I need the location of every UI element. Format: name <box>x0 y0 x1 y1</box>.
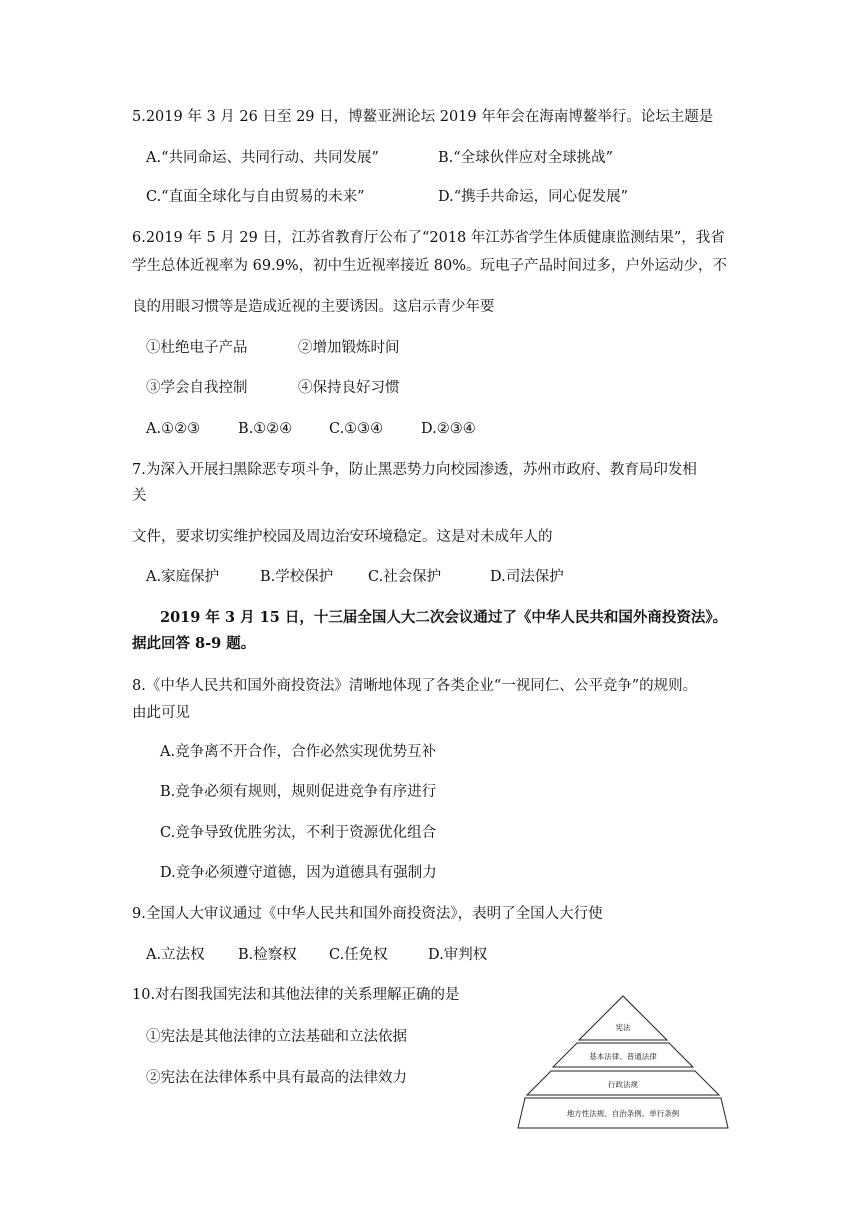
q8-stem-line-2: 由此可见 <box>132 705 190 721</box>
q7-option-b: B.学校保护 <box>260 569 334 585</box>
q6-stem-line-1: 6.2019 年 5 月 29 日，江苏省教育厅公布了“2018 年江苏省学生体质健康监测结果”，我省 <box>132 230 725 246</box>
q7-stem-line-3: 文件，要求切实维护校园及周边治安环境稳定。这是对未成年人的 <box>132 529 553 545</box>
q8-option-a: A.竞争离不开合作，合作必然实现优势互补 <box>160 744 437 760</box>
q8-option-c: C.竞争导致优胜劣汰，不利于资源优化组合 <box>160 825 437 841</box>
pyramid-level-4-label: 地方性法规、自治条例、单行条例 <box>566 1109 680 1118</box>
q9-option-b: B.检察权 <box>238 947 297 963</box>
material-line-2: 据此回答 8-9 题。 <box>132 635 256 652</box>
q6-statement-3: ③学会自我控制 <box>146 380 248 396</box>
pyramid-level-2-label: 基本法律、普通法律 <box>589 1052 657 1061</box>
q10-statement-2: ②宪法在法律体系中具有最高的法律效力 <box>146 1070 407 1086</box>
q10-statement-1: ①宪法是其他法律的立法基础和立法依据 <box>146 1029 407 1045</box>
q5-stem: 5.2019 年 3 月 26 日至 29 日，博鳌亚洲论坛 2019 年年会在海南博鳌举行。论坛主题是 <box>132 109 714 125</box>
q5-option-b: B.“全球伙伴应对全球挑战” <box>438 150 614 166</box>
q5-option-a: A.“共同命运、共同行动、共同发展” <box>146 150 379 166</box>
q9-stem: 9.全国人大审议通过《中华人民共和国外商投资法》，表明了全国人大行使 <box>132 906 603 922</box>
q9-option-c: C.任免权 <box>329 947 388 963</box>
q9-option-a: A.立法权 <box>146 947 205 963</box>
q6-statement-1: ①杜绝电子产品 <box>146 340 248 356</box>
pyramid-level-1-shape <box>579 996 667 1040</box>
q10-stem: 10.对右图我国宪法和其他法律的关系理解正确的是 <box>132 987 460 1003</box>
q8-option-d: D.竞争必须遵守道德，因为道德具有强制力 <box>160 865 437 881</box>
q5-option-d: D.“携手共命运，同心促发展” <box>438 189 629 205</box>
q7-option-d: D.司法保护 <box>490 569 564 585</box>
q6-statement-2: ②增加锻炼时间 <box>298 340 400 356</box>
q6-option-a: A.①②③ <box>146 421 201 437</box>
q6-stem-line-2: 学生总体近视率为 69.9%，初中生近视率接近 80%。玩电子产品时间过多，户外运动少，不 <box>132 258 728 274</box>
q7-option-c: C.社会保护 <box>368 569 442 585</box>
q5-option-c: C.“直面全球化与自由贸易的未来” <box>146 189 365 205</box>
q7-stem-line-2: 关 <box>132 488 147 504</box>
law-hierarchy-pyramid <box>516 994 730 1130</box>
q8-option-b: B.竞争必须有规则，规则促进竞争有序进行 <box>160 784 437 800</box>
q9-option-d: D.审判权 <box>428 947 488 963</box>
q8-stem-line-1: 8.《中华人民共和国外商投资法》清晰地体现了各类企业“一视同仁、公平竞争”的规则。 <box>132 678 698 694</box>
q7-option-a: A.家庭保护 <box>146 569 220 585</box>
q7-stem-line-1: 7.为深入开展扫黑除恶专项斗争，防止黑恶势力向校园渗透，苏州市政府、教育局印发相 <box>132 462 697 478</box>
q6-option-d: D.②③④ <box>421 421 476 437</box>
q6-option-b: B.①②④ <box>238 421 293 437</box>
material-line-1: 2019 年 3 月 15 日，十三届全国人大二次会议通过了《中华人民共和国外商投资法》。 <box>160 609 728 626</box>
pyramid-level-1-label: 宪法 <box>615 1023 631 1032</box>
q6-statement-4: ④保持良好习惯 <box>298 380 400 396</box>
pyramid-level-3-label: 行政法规 <box>608 1080 638 1089</box>
q6-option-c: C.①③④ <box>329 421 384 437</box>
q6-stem-line-3: 良的用眼习惯等是造成近视的主要诱因。这启示青少年要 <box>132 299 495 315</box>
